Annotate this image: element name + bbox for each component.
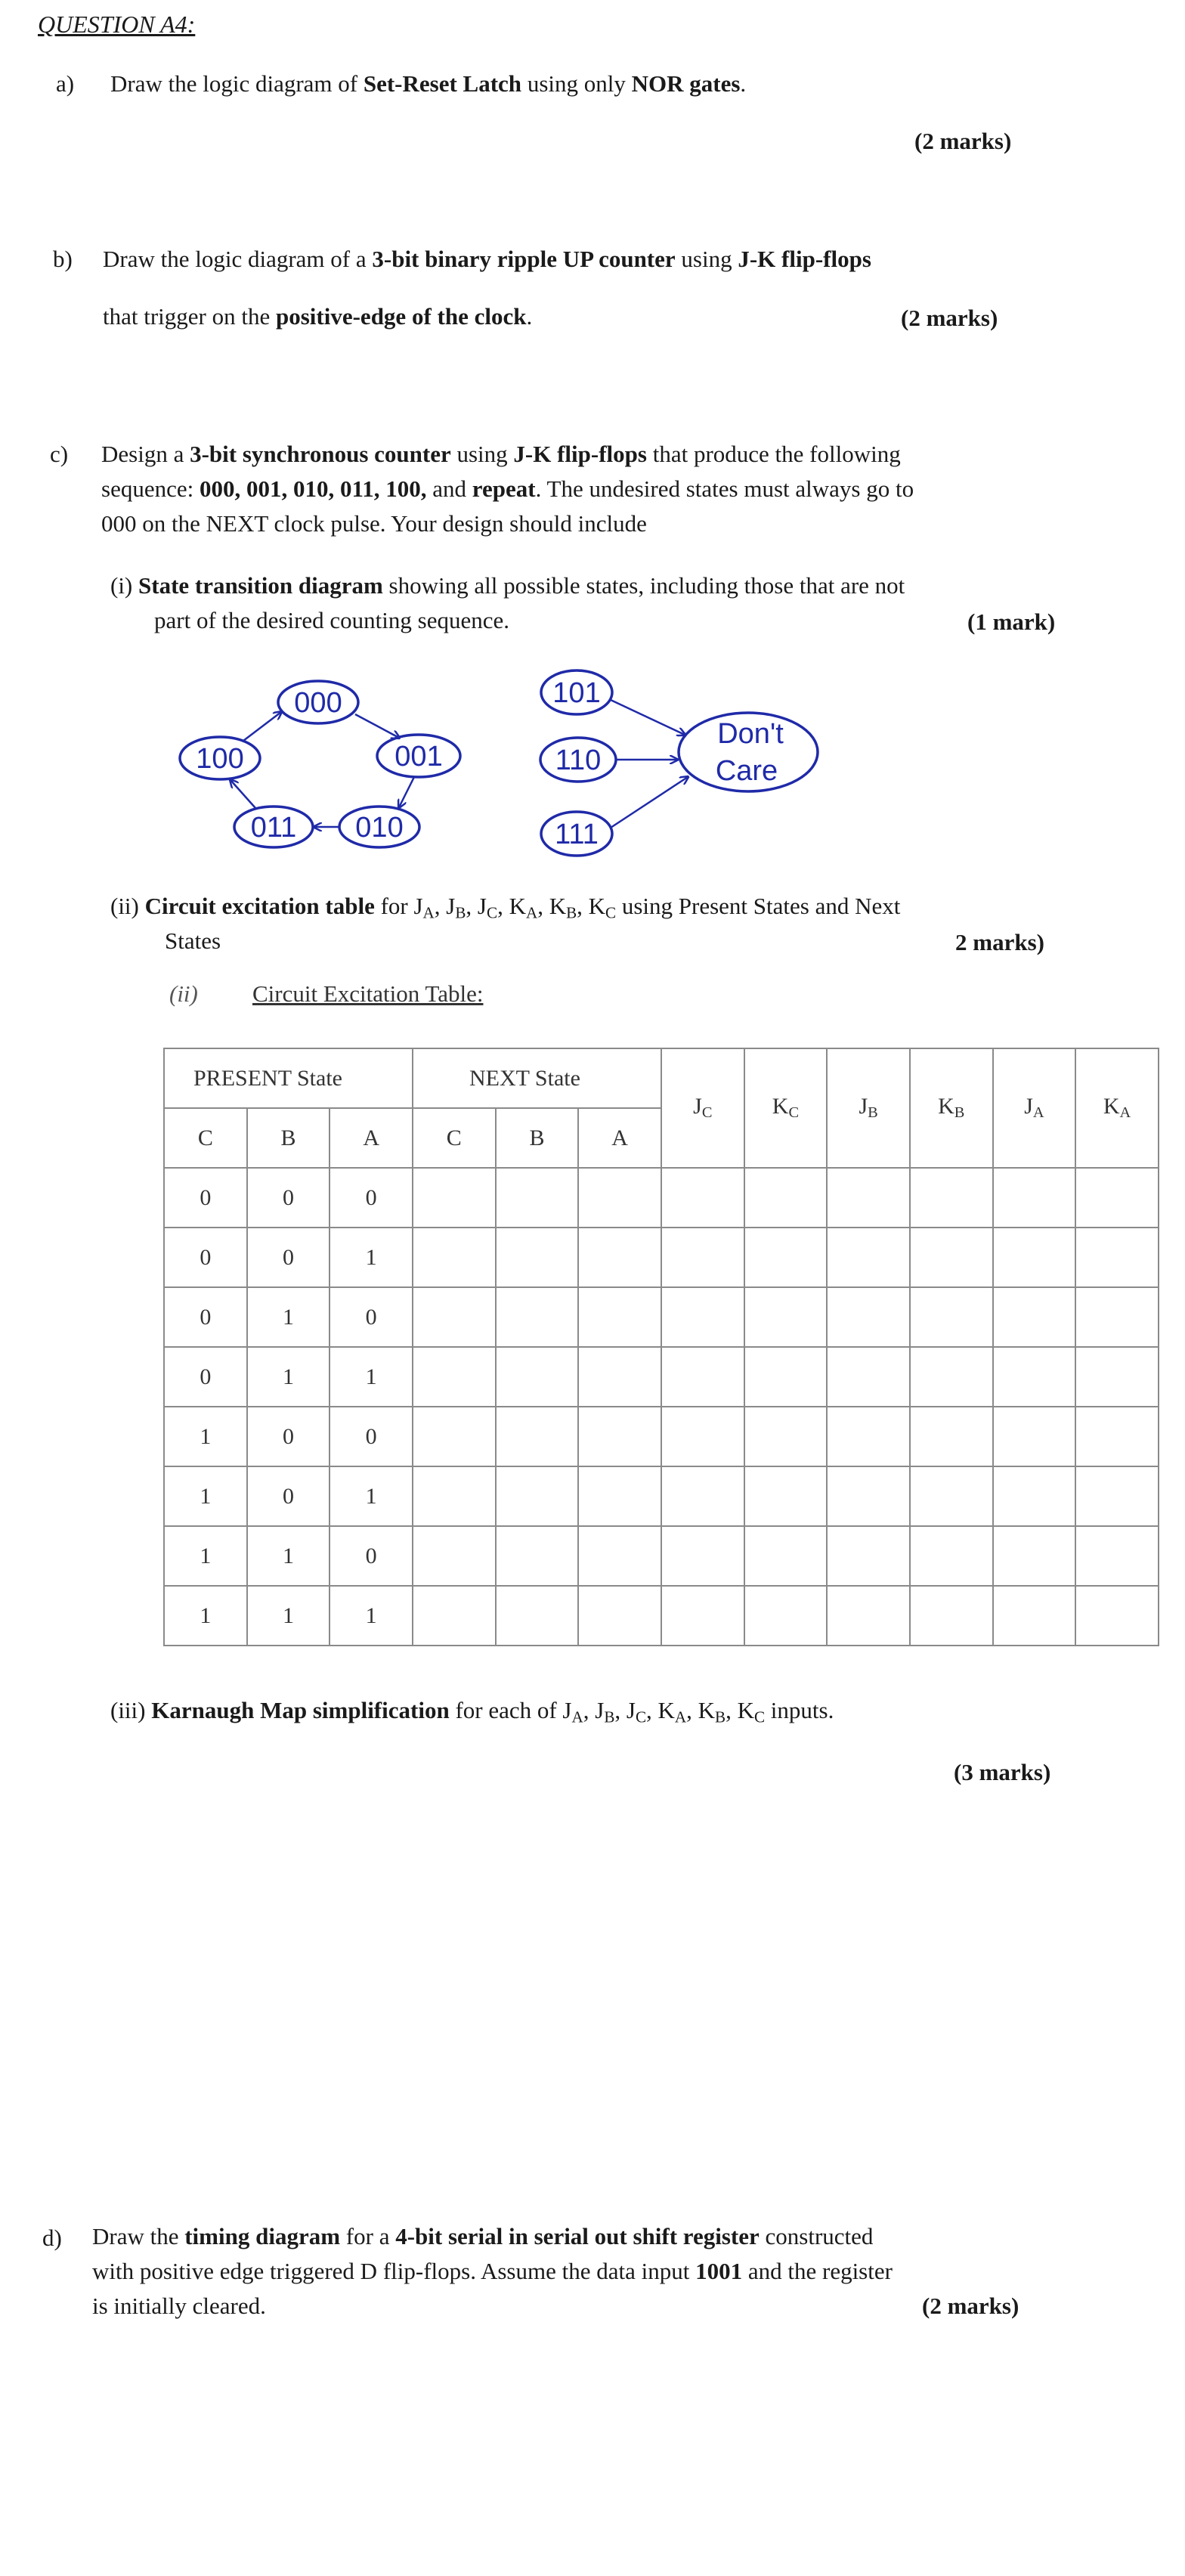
answer-cell[interactable]: [910, 1466, 993, 1526]
kb-header: [910, 1048, 993, 1168]
state-transition-diagram: [0, 0, 1185, 877]
answer-cell[interactable]: [827, 1407, 910, 1466]
symbol: J: [693, 1094, 702, 1119]
table-row: [164, 1347, 1159, 1407]
answer-cell[interactable]: [413, 1407, 496, 1466]
part-a-label: a): [56, 70, 75, 97]
present-state-cell: 0: [330, 1526, 413, 1586]
state-label: 100: [196, 743, 244, 775]
separator: ,: [434, 893, 447, 919]
present-state-cell: 1: [164, 1466, 247, 1526]
table-title: Circuit Excitation Table:: [252, 980, 484, 1007]
symbol: K: [509, 893, 526, 919]
bold-run: 3-bit binary ripple UP counter: [372, 246, 676, 272]
present-state-cell: 1: [330, 1466, 413, 1526]
answer-cell[interactable]: [413, 1168, 496, 1228]
symbol: J: [595, 1697, 605, 1723]
bold-run: Set-Reset Latch: [363, 70, 522, 97]
answer-cell[interactable]: [578, 1287, 661, 1347]
text-run: .: [526, 303, 533, 330]
answer-cell[interactable]: [496, 1287, 579, 1347]
answer-cell[interactable]: [1075, 1287, 1159, 1347]
present-state-cell: 0: [247, 1228, 330, 1287]
subscript: C: [487, 903, 498, 922]
part-d-label: d): [42, 2225, 62, 2251]
subscript: C: [753, 1708, 766, 1726]
bold-run: 3-bit synchronous counter: [190, 441, 451, 467]
answer-cell[interactable]: [661, 1347, 744, 1407]
separator: ,: [646, 1697, 658, 1723]
answer-cell[interactable]: [496, 1526, 579, 1586]
answer-cell[interactable]: [827, 1586, 910, 1646]
text-run: and the register: [742, 2258, 893, 2284]
table-row: [164, 1287, 1159, 1347]
symbol: J: [446, 893, 456, 919]
answer-cell[interactable]: [744, 1228, 828, 1287]
answer-cell[interactable]: [744, 1526, 828, 1586]
answer-cell[interactable]: [578, 1168, 661, 1228]
answer-cell[interactable]: [993, 1526, 1076, 1586]
separator: ,: [614, 1697, 627, 1723]
subscript: A: [1032, 1104, 1044, 1122]
text-run: (ii): [110, 893, 145, 919]
part-cii-marks: 2 marks): [955, 929, 1044, 955]
symbol: J: [477, 893, 487, 919]
symbol: K: [588, 893, 606, 919]
present-state-cell: 0: [330, 1168, 413, 1228]
separator: ,: [583, 1697, 596, 1723]
table-row: [164, 1168, 1159, 1228]
table-sub-label: (ii): [169, 980, 198, 1007]
subscript: A: [674, 1708, 687, 1726]
symbol: J: [626, 1697, 636, 1723]
answer-cell[interactable]: [827, 1466, 910, 1526]
jb-header: [827, 1048, 910, 1168]
dont-care-label: Don't: [717, 718, 784, 750]
jc-header: [661, 1048, 744, 1168]
answer-cell[interactable]: [1075, 1347, 1159, 1407]
answer-cell[interactable]: [993, 1347, 1076, 1407]
subscript: A: [422, 903, 435, 922]
subscript: B: [566, 903, 577, 922]
subscript: A: [1119, 1104, 1131, 1122]
text-run: (iii): [110, 1697, 152, 1723]
answer-cell[interactable]: [1075, 1407, 1159, 1466]
answer-cell[interactable]: [827, 1287, 910, 1347]
text-run: that trigger on the: [103, 303, 276, 330]
answer-cell[interactable]: [578, 1586, 661, 1646]
bold-run: J-K flip-flops: [738, 246, 871, 272]
part-d-line3: is initially cleared.: [92, 2293, 266, 2319]
symbol: K: [549, 893, 567, 919]
symbol: K: [938, 1094, 954, 1119]
present-state-cell: 1: [330, 1586, 413, 1646]
part-d-marks: (2 marks): [922, 2293, 1019, 2319]
answer-cell[interactable]: [993, 1168, 1076, 1228]
answer-cell[interactable]: [661, 1526, 744, 1586]
present-state-cell: 0: [164, 1168, 247, 1228]
transition-arrow: [243, 712, 281, 741]
answer-cell[interactable]: [661, 1168, 744, 1228]
bold-run: positive-edge of the clock: [276, 303, 527, 330]
present-state-header: PRESENT State: [164, 1048, 413, 1108]
text-run: constructed: [759, 2223, 874, 2249]
part-b-marks: (2 marks): [901, 305, 998, 331]
subscript: B: [604, 1708, 615, 1726]
present-state-cell: 0: [247, 1407, 330, 1466]
bold-run: 000, 001, 010, 011, 100,: [199, 475, 427, 502]
present-state-cell: 0: [164, 1287, 247, 1347]
part-c-label: c): [50, 441, 69, 467]
answer-cell[interactable]: [993, 1466, 1076, 1526]
answer-cell[interactable]: [1075, 1586, 1159, 1646]
answer-cell[interactable]: [827, 1347, 910, 1407]
answer-cell[interactable]: [910, 1526, 993, 1586]
subscript: B: [868, 1104, 878, 1122]
answer-cell[interactable]: [578, 1407, 661, 1466]
text-run: sequence:: [101, 475, 200, 502]
answer-cell[interactable]: [413, 1347, 496, 1407]
column-header: A: [330, 1108, 413, 1168]
present-state-cell: 1: [247, 1347, 330, 1407]
bold-run: J-K flip-flops: [513, 441, 647, 467]
text-run: showing all possible states, including those that are not: [382, 572, 905, 599]
text-run: . The undesired states must always go to: [535, 475, 914, 502]
separator: ,: [686, 1697, 698, 1723]
answer-cell[interactable]: [910, 1407, 993, 1466]
answer-cell[interactable]: [661, 1466, 744, 1526]
part-ciii-line1: [110, 1693, 834, 1734]
bold-run: Karnaugh Map simplification: [151, 1697, 450, 1723]
separator: ,: [577, 893, 589, 919]
separator: ,: [537, 893, 549, 919]
answer-cell[interactable]: [496, 1228, 579, 1287]
answer-cell[interactable]: [578, 1347, 661, 1407]
text-run: and: [426, 475, 472, 502]
answer-cell[interactable]: [578, 1466, 661, 1526]
ja-header: [993, 1048, 1076, 1168]
table-row: [164, 1526, 1159, 1586]
next-state-header: NEXT State: [413, 1048, 661, 1108]
answer-cell[interactable]: [1075, 1466, 1159, 1526]
bold-run: NOR gates: [631, 70, 741, 97]
answer-cell[interactable]: [744, 1347, 828, 1407]
part-ci-marks: (1 mark): [967, 608, 1056, 635]
present-state-cell: 1: [330, 1228, 413, 1287]
text-run: for J: [374, 893, 423, 919]
state-label: 000: [294, 687, 342, 719]
present-state-cell: 1: [164, 1526, 247, 1586]
symbol: K: [772, 1094, 789, 1119]
answer-cell[interactable]: [413, 1466, 496, 1526]
symbol: K: [698, 1697, 716, 1723]
text-run: with positive edge triggered D flip-flops. Assume the data input: [92, 2258, 696, 2284]
table-row: [164, 1466, 1159, 1526]
question-heading: QUESTION A4:: [38, 11, 196, 38]
unused-state-label: 110: [555, 745, 602, 776]
text-run: using: [450, 441, 514, 467]
answer-cell[interactable]: [1075, 1526, 1159, 1586]
present-state-cell: 1: [247, 1586, 330, 1646]
answer-cell[interactable]: [496, 1407, 579, 1466]
subscript: C: [701, 1104, 713, 1122]
answer-cell[interactable]: [1075, 1228, 1159, 1287]
bold-run: Circuit excitation table: [144, 893, 375, 919]
present-state-cell: 1: [164, 1586, 247, 1646]
answer-cell[interactable]: [413, 1526, 496, 1586]
part-ciii-marks: (3 marks): [954, 1759, 1051, 1785]
present-state-cell: 0: [330, 1407, 413, 1466]
part-d-line1: [92, 2219, 873, 2254]
present-state-cell: 1: [164, 1407, 247, 1466]
separator: ,: [497, 893, 509, 919]
answer-cell[interactable]: [661, 1228, 744, 1287]
unused-state-label: 111: [555, 819, 599, 850]
part-c-line3: 000 on the NEXT clock pulse. Your design should include: [101, 510, 647, 537]
answer-cell[interactable]: [993, 1407, 1076, 1466]
column-header: B: [496, 1108, 579, 1168]
part-d-line2: [92, 2254, 893, 2289]
subscript: C: [635, 1708, 647, 1726]
answer-cell[interactable]: [910, 1586, 993, 1646]
answer-cell[interactable]: [744, 1586, 828, 1646]
transition-arrow: [355, 714, 399, 738]
subscript: A: [571, 1708, 583, 1726]
separator: ,: [726, 1697, 738, 1723]
present-state-cell: 0: [247, 1168, 330, 1228]
answer-cell[interactable]: [827, 1526, 910, 1586]
state-label: 011: [250, 812, 297, 844]
subscript: B: [954, 1104, 965, 1122]
table-row: [164, 1228, 1159, 1287]
answer-cell[interactable]: [578, 1526, 661, 1586]
bold-run: 1001: [695, 2258, 743, 2284]
transition-arrow: [231, 780, 255, 808]
text-run: using only: [521, 70, 632, 97]
separator: ,: [466, 893, 478, 919]
text-run: inputs.: [765, 1697, 834, 1723]
answer-cell[interactable]: [1075, 1168, 1159, 1228]
text-run: that produce the following: [646, 441, 901, 467]
text-run: (i): [110, 572, 139, 599]
text-run: using: [675, 246, 738, 272]
answer-cell[interactable]: [744, 1407, 828, 1466]
text-run: using Present States and Next: [616, 893, 901, 919]
text-run: .: [740, 70, 747, 97]
answer-cell[interactable]: [413, 1228, 496, 1287]
part-ci-line2: part of the desired counting sequence.: [154, 607, 509, 633]
present-state-cell: 0: [164, 1347, 247, 1407]
part-b-label: b): [53, 246, 73, 272]
present-state-cell: 1: [330, 1347, 413, 1407]
dont-care-label: Care: [715, 755, 778, 787]
text-run: Design a: [101, 441, 190, 467]
column-header: C: [413, 1108, 496, 1168]
text-run: Draw the logic diagram of: [110, 70, 364, 97]
answer-cell[interactable]: [744, 1168, 828, 1228]
answer-cell[interactable]: [993, 1228, 1076, 1287]
bold-run: State transition diagram: [138, 572, 383, 599]
present-state-cell: 1: [247, 1526, 330, 1586]
text-run: for each of J: [449, 1697, 572, 1723]
column-header: B: [247, 1108, 330, 1168]
symbol: K: [1103, 1094, 1120, 1119]
transition-arrow: [399, 777, 414, 807]
answer-cell[interactable]: [661, 1586, 744, 1646]
subscript: B: [715, 1708, 726, 1726]
answer-cell[interactable]: [910, 1287, 993, 1347]
answer-cell[interactable]: [744, 1466, 828, 1526]
answer-cell[interactable]: [496, 1168, 579, 1228]
column-header: A: [578, 1108, 661, 1168]
present-state-cell: 0: [330, 1287, 413, 1347]
text-run: Draw the: [92, 2223, 185, 2249]
table-row: [164, 1407, 1159, 1466]
ka-header: [1075, 1048, 1159, 1168]
part-cii-line1: [110, 889, 900, 930]
answer-cell[interactable]: [744, 1287, 828, 1347]
present-state-cell: 0: [164, 1228, 247, 1287]
symbol: K: [657, 1697, 675, 1723]
transition-arrow: [611, 700, 685, 735]
table-group-header-row: [164, 1048, 1159, 1108]
column-header: C: [164, 1108, 247, 1168]
answer-cell[interactable]: [910, 1168, 993, 1228]
answer-cell[interactable]: [496, 1586, 579, 1646]
bold-run: timing diagram: [184, 2223, 341, 2249]
answer-cell[interactable]: [993, 1287, 1076, 1347]
bold-run: 4-bit serial in serial out shift register: [395, 2223, 760, 2249]
text-run: for a: [340, 2223, 396, 2249]
table-row: [164, 1586, 1159, 1646]
answer-cell[interactable]: [413, 1287, 496, 1347]
symbol: J: [859, 1094, 868, 1119]
answer-cell[interactable]: [413, 1586, 496, 1646]
present-state-cell: 0: [247, 1466, 330, 1526]
state-label: 001: [394, 741, 443, 772]
answer-cell[interactable]: [661, 1407, 744, 1466]
excitation-table: [163, 1048, 1159, 1646]
transition-arrow: [611, 777, 688, 828]
bold-run: repeat: [472, 475, 536, 502]
subscript: A: [525, 903, 538, 922]
subscript: C: [788, 1104, 800, 1122]
part-cii-line2: States: [165, 927, 221, 954]
answer-cell[interactable]: [910, 1228, 993, 1287]
kc-header: [744, 1048, 828, 1168]
part-a-marks: (2 marks): [914, 128, 1012, 154]
answer-cell[interactable]: [827, 1168, 910, 1228]
state-label: 010: [355, 812, 404, 844]
present-state-cell: 1: [247, 1287, 330, 1347]
symbol: K: [737, 1697, 754, 1723]
answer-cell[interactable]: [661, 1287, 744, 1347]
unused-state-label: 101: [552, 677, 601, 709]
subscript: B: [455, 903, 466, 922]
subscript: C: [605, 903, 617, 922]
symbol: J: [1024, 1094, 1033, 1119]
answer-cell[interactable]: [496, 1466, 579, 1526]
answer-cell[interactable]: [827, 1228, 910, 1287]
answer-cell[interactable]: [993, 1586, 1076, 1646]
text-run: Draw the logic diagram of a: [103, 246, 373, 272]
answer-cell[interactable]: [496, 1347, 579, 1407]
answer-cell[interactable]: [910, 1347, 993, 1407]
answer-cell[interactable]: [578, 1228, 661, 1287]
